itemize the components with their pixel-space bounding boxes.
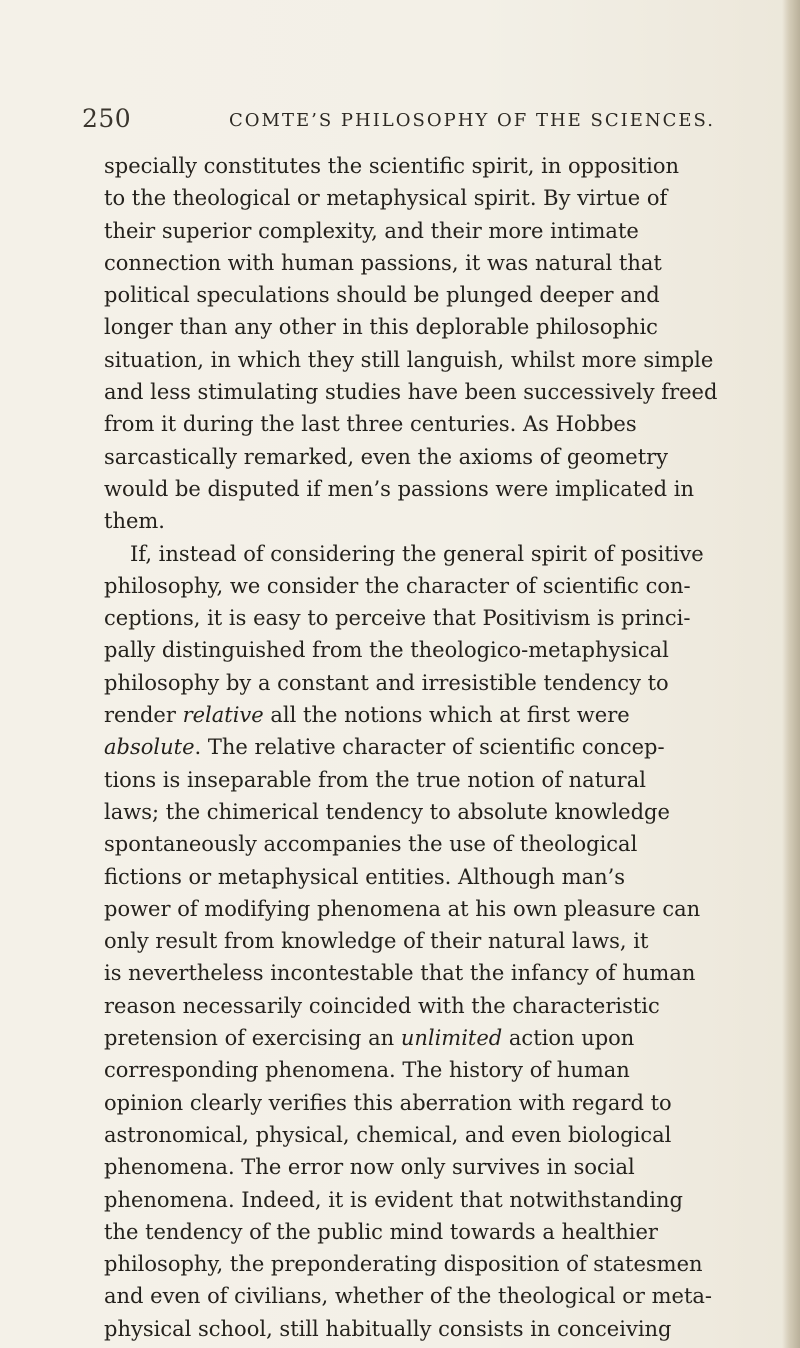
text-line: phenomena. Indeed, it is evident that notwithstanding — [104, 1187, 683, 1212]
text-line: their superior complexity, and their more intimate — [104, 218, 639, 243]
text-line: pally distinguished from the theologico-metaphysical — [104, 638, 669, 663]
text-line — [104, 1022, 754, 1054]
text-line: longer than any other in this deplorable philosophic — [104, 315, 658, 340]
text-line: physical school, still habitually consists in conceiving — [104, 1316, 672, 1341]
text-line: philosophy by a constant and irresistible tendency to — [104, 670, 669, 695]
text-line — [104, 731, 754, 763]
text-line: laws; the chimerical tendency to absolute knowledge — [104, 799, 670, 824]
text-line: is nevertheless incontestable that the infancy of human — [104, 961, 696, 986]
text-segment: action upon — [502, 1026, 635, 1051]
text-line: fictions or metaphysical entities. Although man’s — [104, 864, 626, 889]
text-line: tions is inseparable from the true notion of natural — [104, 767, 646, 792]
text-segment: . The relative character of scientific concep- — [194, 735, 665, 760]
text-line — [104, 699, 754, 731]
text-line: only result from knowledge of their natural laws, it — [104, 929, 649, 954]
text-line: would be disputed if men’s passions were implicated in — [104, 476, 694, 501]
body-text — [104, 150, 754, 1345]
text-line: astronomical, physical, chemical, and even biological — [104, 1122, 672, 1147]
italic-term-absolute: absolute — [104, 735, 195, 760]
text-line: phenomena. The error now only survives in social — [104, 1155, 635, 1180]
text-segment: all the notions which at first were — [263, 703, 630, 728]
text-line: corresponding phenomena. The history of human — [104, 1058, 630, 1083]
text-line: them. — [104, 509, 165, 534]
text-line: philosophy, we consider the character of scientific con- — [104, 573, 691, 598]
text-line: to the theological or metaphysical spirit. By virtue of — [104, 186, 668, 211]
text-line: and less stimulating studies have been successively freed — [104, 380, 718, 405]
text-line: spontaneously accompanies the use of theological — [104, 832, 638, 857]
page-header — [82, 104, 732, 140]
text-line: sarcastically remarked, even the axioms of geometry — [104, 444, 669, 469]
running-head: COMTE’S PHILOSOPHY OF THE SCIENCES. — [229, 110, 715, 131]
page-edge-shadow — [782, 0, 800, 1348]
italic-term-unlimited: unlimited — [400, 1026, 503, 1051]
text-line: from it during the last three centuries. As Hobbes — [104, 412, 637, 437]
text-segment: render — [104, 703, 183, 728]
text-line: connection with human passions, it was natural that — [104, 250, 662, 275]
text-line: power of modifying phenomena at his own pleasure can — [104, 896, 701, 921]
text-segment: pretension of exercising an — [104, 1026, 401, 1051]
text-line: reason necessarily coincided with the characteristic — [104, 993, 660, 1018]
text-line: specially constitutes the scientific spirit, in opposition — [104, 154, 680, 178]
paragraph-start-line: If, instead of considering the general spirit of positive — [130, 541, 704, 566]
italic-term-relative: relative — [182, 703, 264, 728]
text-line: the tendency of the public mind towards a healthier — [104, 1219, 658, 1244]
text-line: and even of civilians, whether of the theological or meta- — [104, 1284, 713, 1309]
text-line: philosophy, the preponderating disposition of statesmen — [104, 1252, 703, 1277]
text-line: ceptions, it is easy to perceive that Positivism is princi- — [104, 606, 691, 631]
text-line: situation, in which they still languish, whilst more simple — [104, 347, 714, 372]
page-number: 250 — [82, 104, 132, 133]
text-line: opinion clearly verifies this aberration with regard to — [104, 1090, 672, 1115]
text-line: political speculations should be plunged deeper and — [104, 283, 660, 308]
